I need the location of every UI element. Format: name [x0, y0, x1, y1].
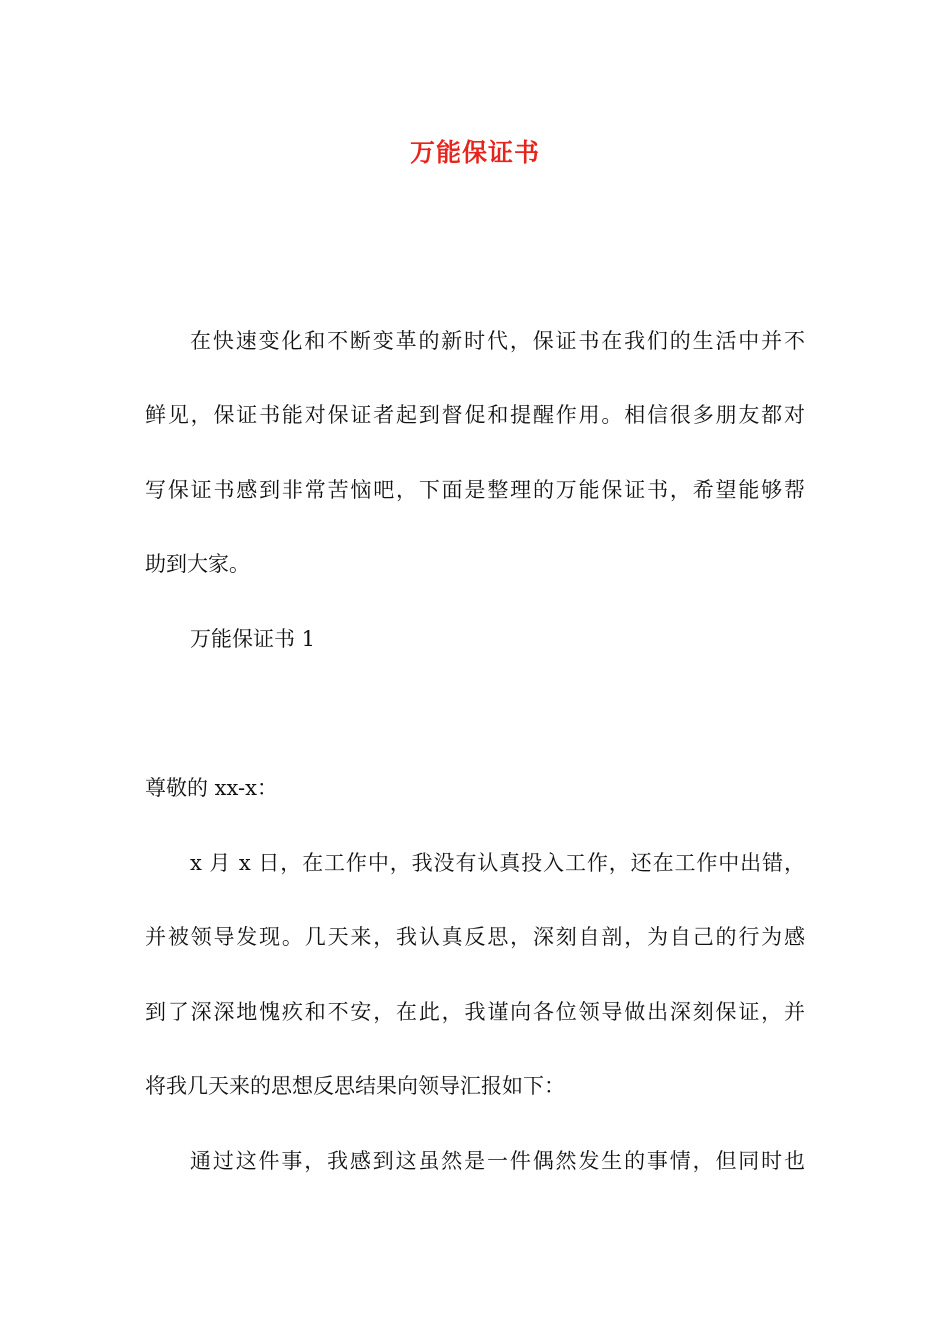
document-title: 万能保证书	[409, 138, 540, 167]
paragraph-line: 鲜见，保证书能对保证者起到督促和提醒作用。相信很多朋友都对	[145, 403, 805, 427]
paragraph-line: 到了深深地愧疚和不安，在此，我谨向各位领导做出深刻保证，并	[145, 1000, 805, 1024]
paragraph-line: 助到大家。	[145, 552, 250, 576]
paragraph-line: x 月 x 日，在工作中，我没有认真投入工作，还在工作中出错，	[190, 851, 805, 875]
salutation: 尊敬的 xx-x：	[145, 776, 278, 800]
paragraph-line: 通过这件事，我感到这虽然是一件偶然发生的事情，但同时也	[190, 1149, 805, 1173]
paragraph-line: 将我几天来的思想反思结果向领导汇报如下：	[145, 1074, 565, 1098]
paragraph-line: 并被领导发现。几天来，我认真反思，深刻自剖，为自己的行为感	[145, 925, 805, 949]
paragraph-line: 在快速变化和不断变革的新时代，保证书在我们的生活中并不	[190, 329, 805, 353]
paragraph-line: 写保证书感到非常苦恼吧，下面是整理的万能保证书，希望能够帮	[145, 478, 805, 502]
section-heading: 万能保证书 1	[190, 627, 316, 651]
